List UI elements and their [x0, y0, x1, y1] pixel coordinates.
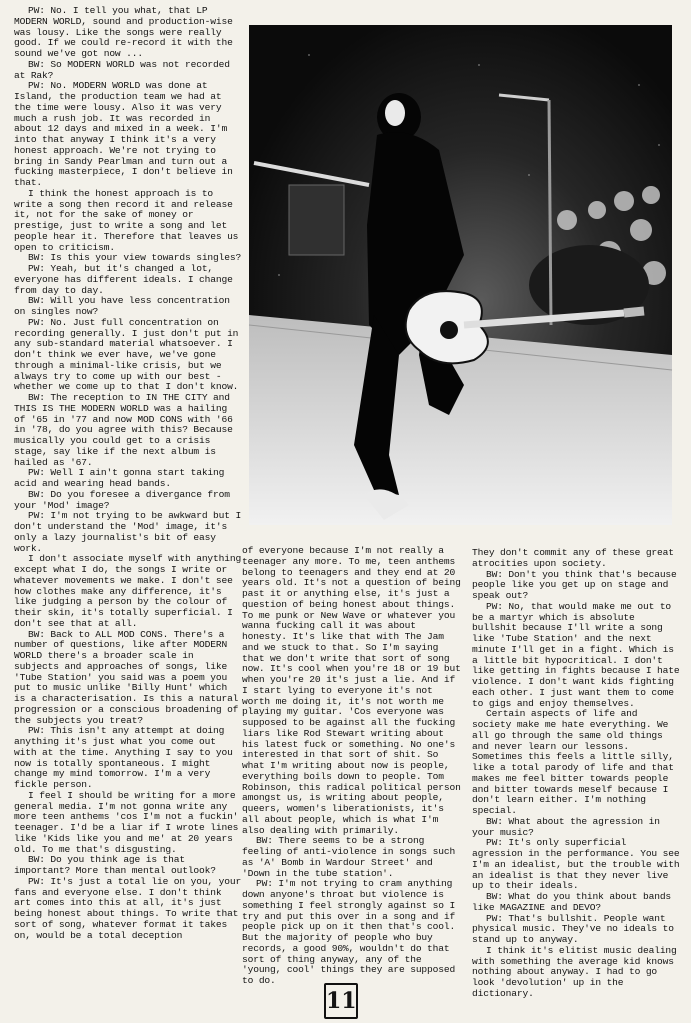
paragraph: PW: No, that would make me out to be a martyr which is absolute bullshit because I'll write a song like 'Tube Station' and the next minute I'll get in a fight. Which is a little bit hypocritical. I don't like getting in fights because I hate violence. I don't want kids fighting each other. I just want them to come to gigs and enjoy themselves. [472, 600, 680, 709]
right-text-column [472, 547, 682, 999]
paragraph: of everyone because I'm not really a teenager any more. To me, teen anthems belong to teenagers and they end at 20 years old. It's not a question of being past it or anything else, it's just a question of being honest about things. To me punk or New Wave or whatever you wanna fucking call it was about honesty. It's like that with The Jam and we stuck to that. So I'm saying that we don't write that sort of song now. It's cool when you're 18 or 19 but when you're 20 it's just a lie. And if I start lying to everyone it's not worth me doing it, it's not worth me playing my guitar. 'Cos everyone was supposed to be against all the fucking liars like Rod Stewart writing about his latest fuck or something. No one's interested in that sort of shit. So what I'm writing about now is people, everything boils down to people. Tom Robinson, this radical political person amongst us, is writing about people, queers, women's liberationists, it's all about people, which is what I'm also dealing with primarily. [242, 545, 461, 836]
paragraph: BW: So MODERN WORLD was not recorded at Rak? [14, 58, 230, 81]
paragraph: BW: Do you think age is that important? More than mental outlook? [14, 854, 216, 876]
paragraph: PW: That's bullshit. People want physical music. They've no ideals to stand up to anyway. [472, 912, 674, 945]
paragraph: BW: There seems to be a strong feeling of anti-violence in songs such as 'A' Bomb in Wardour Street' and 'Down in the tube station'. [242, 835, 456, 879]
paragraph: BW: Do you foresee a divergance from your 'Mod' image? [14, 488, 230, 511]
paragraph: BW: Will you have less concentration on singles now? [14, 295, 230, 317]
paragraph: PW: No. I tell you what, that LP MODERN WORLD, sound and production-wise was lousy. Like the songs were really good. If we could re-record it with the sound we've got now ... [14, 5, 233, 59]
page-number: 11 [324, 983, 358, 1019]
paragraph: PW: This isn't any attempt at doing anything it's just what you come out with at the time. Anything I say to you now is totally spontaneous. I might change my mind tomorrow. I'm a very fickle person. [14, 725, 233, 790]
concert-photo [249, 25, 672, 525]
paragraph: I don't associate myself with anything except what I do, the songs I write or whatever movements we make. I don't see how clothes make any difference, it's like judging a person by the colour of their skin, it's totally superficial. I don't see that at all. [14, 553, 242, 629]
paragraph: BW: Back to ALL MOD CONS. There's a number of questions, like after MODERN WORLD there's a broader scale in subjects and approaches of songs, like 'Tube Station' you said was a poem you put to music unlike 'Billy Hunt' which is a characterisation. Is this a natural progression or a conscious broadening of the subjects you treat? [14, 628, 239, 726]
paragraph: PW: Well I ain't gonna start taking acid and wearing head bands. [14, 467, 225, 489]
paragraph: I think the honest approach is to write a song then record it and release it, not for the sake of money or prestige, just to write a song and let people hear it. Therefore that leaves us open to criticism. [14, 187, 239, 253]
paragraph: PW: I'm not trying to be awkward but I don't understand the 'Mod' image, it's only a lazy journalist's bit of easy work. [14, 510, 242, 554]
paragraph: BW: The reception to IN THE CITY and THIS IS THE MODERN WORLD was a hailing of '65 in '77 and now MOD CONS with '66 in '78, do you agree with this? Because musically you could get to a crisis stage, say like if the next album is hailed as '67. [14, 392, 233, 468]
paragraph: BW: Don't you think that's because people like you get up on stage and speak out? [472, 568, 677, 601]
paragraph: Certain aspects of life and society make me hate everything. We all go through the same old things and never learn our lessons. Sometimes this feels a little silly, like a total parody of life and that makes me feel bitter towards people and bitter towards meself because I don't learn either. I'm nothing special. [472, 708, 674, 816]
paragraph: PW: It's only superficial agression in the performance. You see I'm an idealist, but the trouble with an idealist is that they never live up to their ideals. [472, 837, 680, 892]
paragraph: They don't commit any of these great atrocities upon society. [472, 547, 674, 569]
paragraph: BW: Is this your view towards singles? [28, 252, 242, 264]
paragraph: PW: Yeah, but it's changed a lot, everyone has different ideals. I change from day to day. [14, 263, 233, 296]
paragraph: BW: What about the agression in your music? [472, 815, 660, 838]
guitarist-illustration [249, 25, 672, 525]
paragraph: PW: I'm not trying to cram anything down anyone's throat but violence is something I feel strongly against so I try and put this over in a song and if people pick up on it then that's cool. But the majority of people who buy records, a good 90%, wouldn't do that sort of thing anyway, any of the 'young, cool' things they are supposed to do. [242, 878, 456, 986]
paragraph: BW: What do you think about bands like MAGAZINE and DEVO? [472, 891, 672, 913]
paragraph: PW: It's just a total lie on you, your fans and everyone else. I don't think art comes into this at all, it's just being honest about things. To write that sort of song, whatever format it takes on, would be a total deception [14, 875, 242, 941]
left-text-column [14, 6, 242, 986]
paragraph: I feel I should be writing for a more general media. I'm not gonna write any more teen anthems 'cos I'm not a fuckin' teenager. I'd be a liar if I wrote lines like 'Kids like you and me' at 20 years old. To me that's disgusting. [14, 789, 239, 855]
paragraph: PW: No. Just full concentration on recording generally. I just don't put in any sub-standard material whatsoever. I don't think we ever have, we've gone through a minimal-like crisis, but we always try to come up with our best - whether we come up to that I don't know. [14, 316, 239, 393]
paragraph: PW: No. MODERN WORLD was done at Island, the production team we had at the time were lousy. Also it was very much a rush job. It was recorded in about 12 days and mixed in a week. I'm into that anyway I think it's a very honest approach. We're not trying to bring in Sandy Pearlman and turn out a fucking masterpiece, I don't believe in that. [14, 80, 233, 188]
middle-text-column [242, 546, 464, 986]
paragraph: I think it's elitist music dealing with something the average kid knows nothing about anyway. I had to go look 'devolution' up in the dictionary. [472, 944, 677, 999]
